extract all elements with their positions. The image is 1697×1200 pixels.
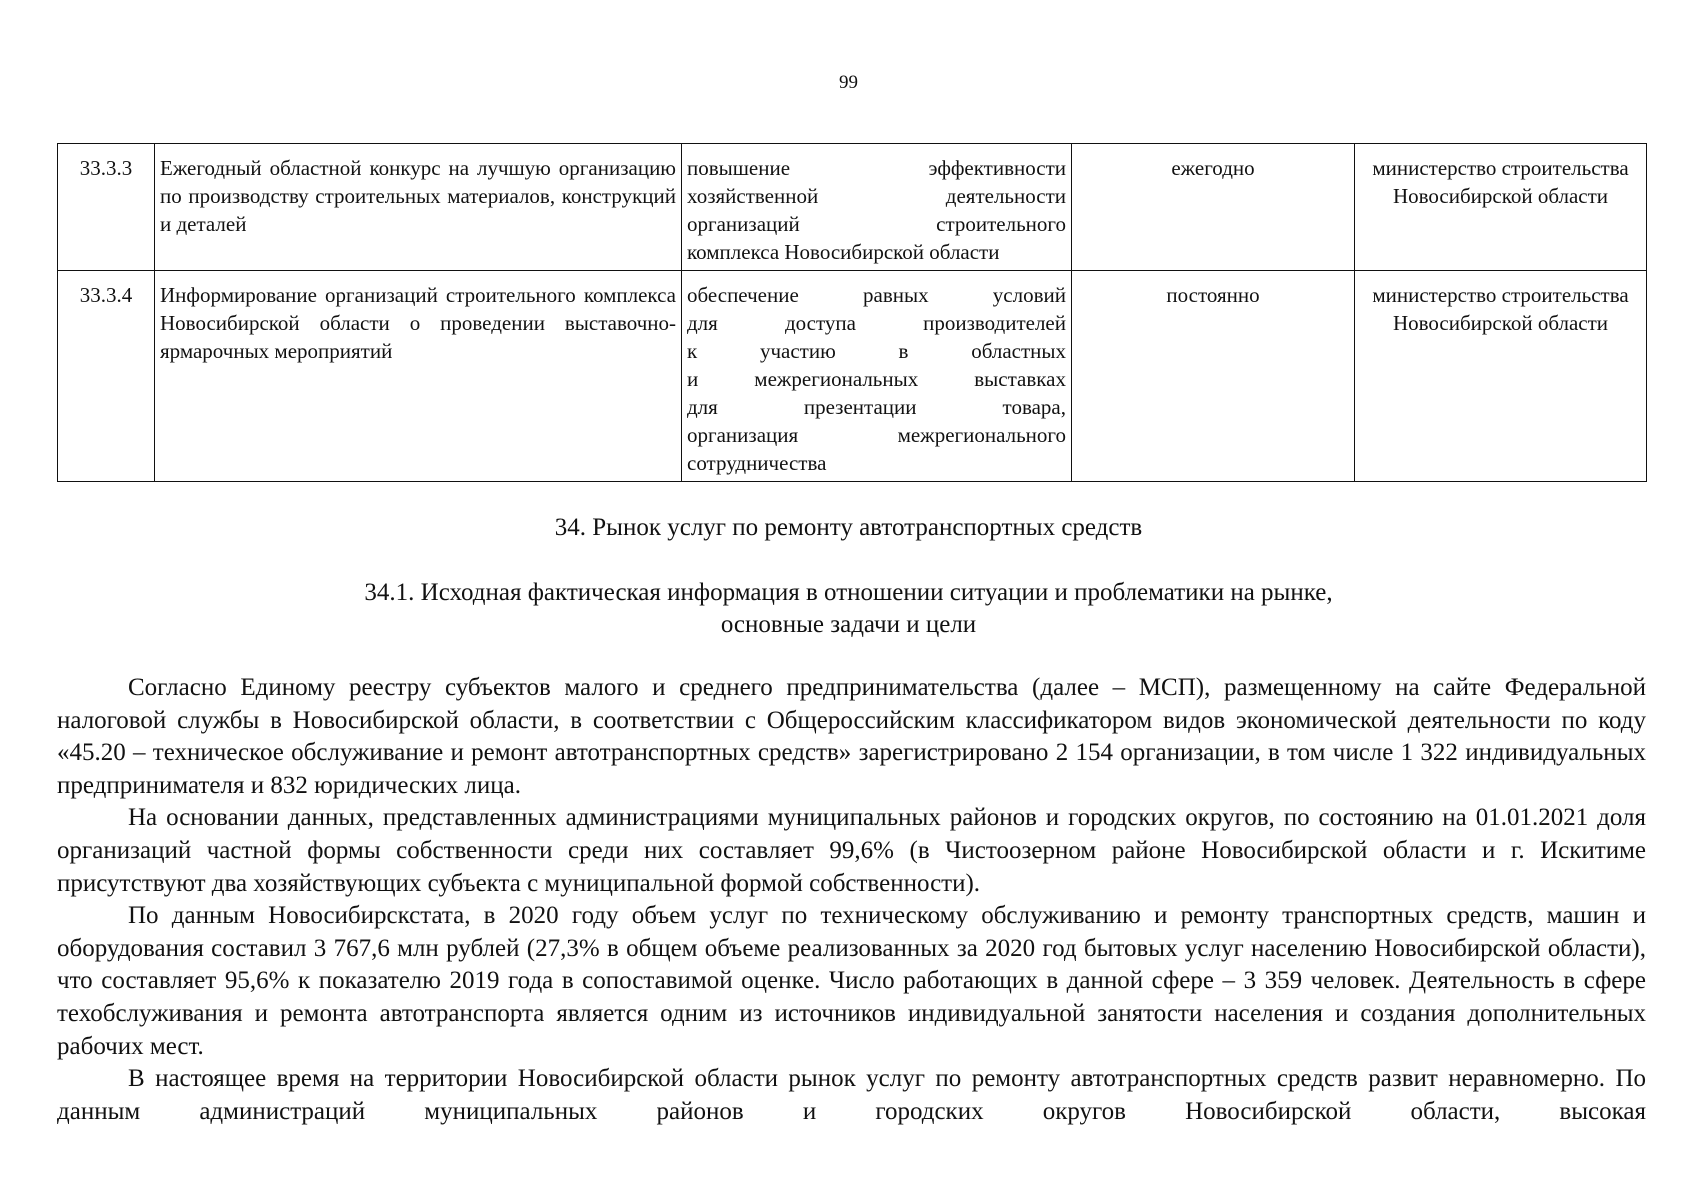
event-cell: Ежегодный областной конкурс на лучшую организацию по производству строительных материалов, конструкций и деталей	[155, 144, 682, 271]
result-line: повышение эффективности	[687, 156, 1066, 180]
subtitle-line: 34.1. Исходная фактическая информация в отношении ситуации и проблематики на рынке,	[364, 579, 1333, 606]
table-row	[58, 144, 1647, 271]
subtitle-line: основные задачи и цели	[720, 611, 977, 638]
section-subtitle	[0, 577, 1697, 641]
row-number: 33.3.4	[58, 271, 155, 482]
responsible-cell: министерство строительства Новосибирской области	[1355, 144, 1647, 271]
term-cell: постоянно	[1072, 271, 1355, 482]
result-line: и межрегиональных выставках	[687, 367, 1066, 391]
paragraph: В настоящее время на территории Новосибирской области рынок услуг по ремонту автотранспортных средств развит неравномерно. По данным администраций муниципальных районов и городских округов Новосибирской области, высокая	[57, 1065, 1646, 1125]
result-cell	[682, 144, 1072, 271]
measures-table	[57, 143, 1647, 482]
result-line: комплекса Новосибирской области	[687, 240, 1000, 264]
result-line: сотрудничества	[687, 451, 827, 475]
page-number: 99	[839, 72, 858, 93]
paragraph: Согласно Единому реестру субъектов малого и среднего предпринимательства (далее – МСП), размещенному на сайте Федеральной налоговой службы в Новосибирской области, в соответствии с Общероссийским классификатором видов экономической деятельности по коду «45.20 – техническое обслуживание и ремонт автотранспортных средств» зарегистрировано 2 154 организации, в том числе 1 322 индивидуальных предпринимателя и 832 юридических лица.	[57, 674, 1646, 799]
result-cell	[682, 271, 1072, 482]
result-line: обеспечение равных условий	[687, 283, 1066, 307]
result-line: для презентации товара,	[687, 395, 1066, 419]
result-line: для доступа производителей	[687, 311, 1066, 335]
term-cell: ежегодно	[1072, 144, 1355, 271]
result-line: организаций строительного	[687, 212, 1066, 236]
event-cell: Информирование организаций строительного комплекса Новосибирской области о проведении выставочно-ярмарочных мероприятий	[155, 271, 682, 482]
result-line: к участию в областных	[687, 339, 1066, 363]
body-text	[57, 672, 1646, 1128]
result-line: организация межрегионального	[687, 423, 1066, 447]
responsible-cell: министерство строительства Новосибирской области	[1355, 271, 1647, 482]
result-line: хозяйственной деятельности	[687, 184, 1066, 208]
table-row	[58, 271, 1647, 482]
paragraph: По данным Новосибирскстата, в 2020 году объем услуг по техническому обслуживанию и ремонту транспортных средств, машин и оборудования составил 3 767,6 млн рублей (27,3% в общем объеме реализованных за 2020 год бытовых услуг населению Новосибирской области), что составляет 95,6% к показателю 2019 года в сопоставимой оценке. Число работающих в данной сфере – 3 359 человек. Деятельность в сфере техобслуживания и ремонта автотранспорта является одним из источников индивидуальной занятости населения и создания дополнительных рабочих мест.	[57, 902, 1646, 1060]
row-number: 33.3.3	[58, 144, 155, 271]
paragraph: На основании данных, представленных администрациями муниципальных районов и городских округов, по состоянию на 01.01.2021 доля организаций частной формы собственности среди них составляет 99,6% (в Чистоозерном районе Новосибирской области и г. Искитиме присутствуют два хозяйствующих субъекта с муниципальной формой собственности).	[57, 804, 1646, 897]
section-title: 34. Рынок услуг по ремонту автотранспортных средств	[554, 514, 1143, 541]
